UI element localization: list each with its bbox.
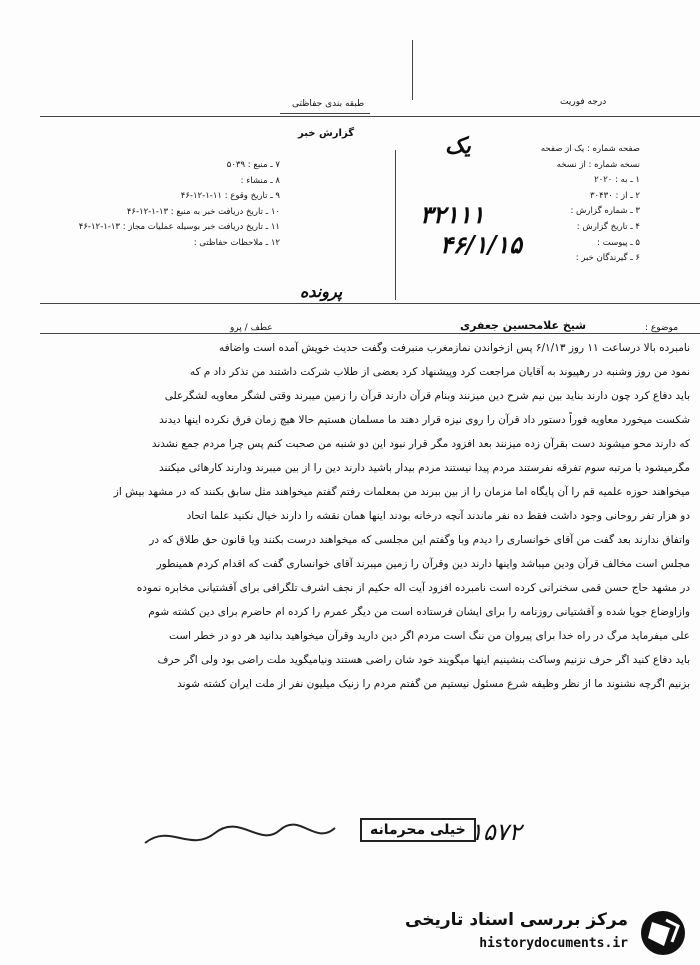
report-title: گزارش خبر <box>298 128 355 139</box>
subject-text: شیخ علامحسین جعفری <box>460 319 587 332</box>
body-line: واتفاق ندارند بعد گفت من آقای خوانساری را دیدم وبا وگفتم این مجلسی که میخواهند درست بکنند ویا قانون حق طلاق که در <box>149 534 690 546</box>
archive-url: historydocuments.ir <box>479 936 628 951</box>
body-line: نامبرده بالا درساعت ۱۱ روز ۶/۱/۱۳ پس ازخواندن نمازمغرب منبرفت وگفت حدیث خویش آمده است واضافه <box>219 342 690 354</box>
right-field: ۶ ـ گیرندگان خبر : <box>575 253 640 264</box>
left-field: ۷ ـ منبع : ۵۰۳۹ <box>226 160 280 170</box>
body-line: مگرمیشود با مرتبه سوم تفرقه نفرستند مردم پیدا نیستند مردم بیدار باشید دارند دین را از بین میبرند ودارند کارهائی میکنند <box>159 462 690 474</box>
left-field: ۱۲ ـ ملاحظات حفاظتی : <box>193 237 280 248</box>
body-line: باید دفاع کرد چون دارند بناید بین نیم شرح دین میزنند وبنام قرآن دارند قرآن را زمین میبرند وقتی لشگر معاویه لشگرعلی <box>164 390 690 402</box>
report-body <box>40 336 690 696</box>
right-field: ۴ ـ تاریخ گزارش : <box>576 221 640 232</box>
right-field: صفحه شماره : یک از صفحه <box>540 144 640 154</box>
subject-label: موضوع : <box>645 323 679 333</box>
body-line: میخواهند حوزه علمیه قم را آن پایگاه اما مزمان را از بین ببرند من بمعلمات رفتم گفتم میخواهند مثل سابق بکنند که در مشهد بیش از <box>113 486 690 498</box>
right-field: ۲ ـ از : ۳۰۴۳۰ <box>589 190 640 201</box>
archive-logo-icon <box>638 908 688 958</box>
handwritten-report-date: ۴۶/۱/۱۵ <box>440 230 522 259</box>
body-line: بزنیم اگرچه نشنوند ما از نظر وظیفه شرع مسئول نیستیم من گفتم مردم را زنیک میلیون نفر از ملت ایران کشته شوند <box>177 678 690 690</box>
handwritten-annotation: پرونده <box>300 282 343 301</box>
left-field: ۸ ـ منشاء : <box>240 175 280 186</box>
right-field: ۳ ـ شماره گزارش : <box>570 206 640 217</box>
form-top-rule <box>40 116 700 117</box>
body-line: باید دفاع کنید اگر حرف نزنیم وساکت بنشینیم اینها میگویند خود شان راضی هستند ونیامیگوید ملت راضی بود ولی اگر حرف <box>157 654 690 666</box>
body-line: در مشهد حاج حسن قمی سخنرانی کرده است نامبرده افزود آیت اله حکیم از نجف اشرف تلگرافی برای آقشتیانی مخابره نموده <box>136 582 690 594</box>
subject-rule-top <box>40 303 700 304</box>
body-line: مجلس است مخالف قرآن ودین میباشد واینها دارند دین وقرآن را زمین میبرند آقای خوانساری گفت که اقدام کردم همینطور <box>156 558 690 570</box>
right-field: ۵ ـ پیوست : <box>597 237 640 248</box>
body-line: نمود من روز وشنبه در رهپیوند به آقایان مراجعت کرد وپیشنهاد کرد بعضی از طلاب شرکت داشتند من تذکر داد م که <box>189 366 690 378</box>
urgency-label: درجه فوریت <box>560 97 607 107</box>
classification-label: طبقه بندی حفاظتی <box>292 99 365 109</box>
body-line: وازاوضاع جویا شده و آقشتیانی روزنامه را برای ایشان فرستاده است من دیگر عمرم را کرده ام حاضرم برای دین کشته شوم <box>148 606 690 618</box>
left-fields <box>60 158 280 252</box>
classification-stamp: خیلی محرمانه <box>360 818 476 842</box>
right-field: نسخه شماره : از نسخه <box>556 159 640 170</box>
right-field: ۱ ـ به : ۲۰۲۰ <box>594 175 640 186</box>
body-line: دو هزار تفر روحانی وجود داشت فقط ده نفر ماندند آنچه درخانه بودند اینها همان نقشه را دارند خیال نکنید علما اتحاد <box>186 510 690 522</box>
subject-rule-bottom <box>40 333 700 334</box>
handwritten-report-number: ۳۲۱۱۱ <box>420 200 485 229</box>
left-field: ۱۱ ـ تاریخ دریافت خبر بوسیله عملیات مجاز : ۱۳-۱-۱۲-۴۶ <box>78 222 280 233</box>
top-divider <box>412 40 413 100</box>
body-line: علی میفرماید مرگ در راه خدا برای پیروان من ننگ است مردم اگر دین دارید وقرآن میخواهید بدانید هر دو در خطر است <box>169 630 690 642</box>
body-line: که دارند محو میشوند دست بقرآن زده میزنند بعد افزود مگر قرار نبود این دو شنبه من صحبت کنم پس چرا مردم جمع نشدند <box>151 438 690 450</box>
subject-right-ref: عطف / پرو <box>230 323 273 333</box>
form-divider <box>395 150 396 300</box>
handwritten-page-number: یک <box>445 133 471 159</box>
signature-scribble <box>140 818 340 858</box>
archive-footer <box>400 900 700 965</box>
archive-title: مرکز بررسی اسناد تاریخی <box>405 910 628 930</box>
handwritten-number: ۱۵۷۲ <box>470 818 522 846</box>
left-field: ۹ ـ تاریخ وقوع : ۱۱-۱-۱۲-۴۶ <box>180 191 280 202</box>
classification-underline <box>280 113 370 114</box>
body-line: شکست میخورد معاویه فوراً دستور داد قرآن را روی نیزه قرار دهند ما مسلمان هستیم حالا هیچ زمان فرق نکرده اینها دیدند <box>159 414 690 426</box>
left-field: ۱۰ ـ تاریخ دریافت خبر به منبع : ۱۳-۱-۱۲-۴۶ <box>126 206 280 217</box>
